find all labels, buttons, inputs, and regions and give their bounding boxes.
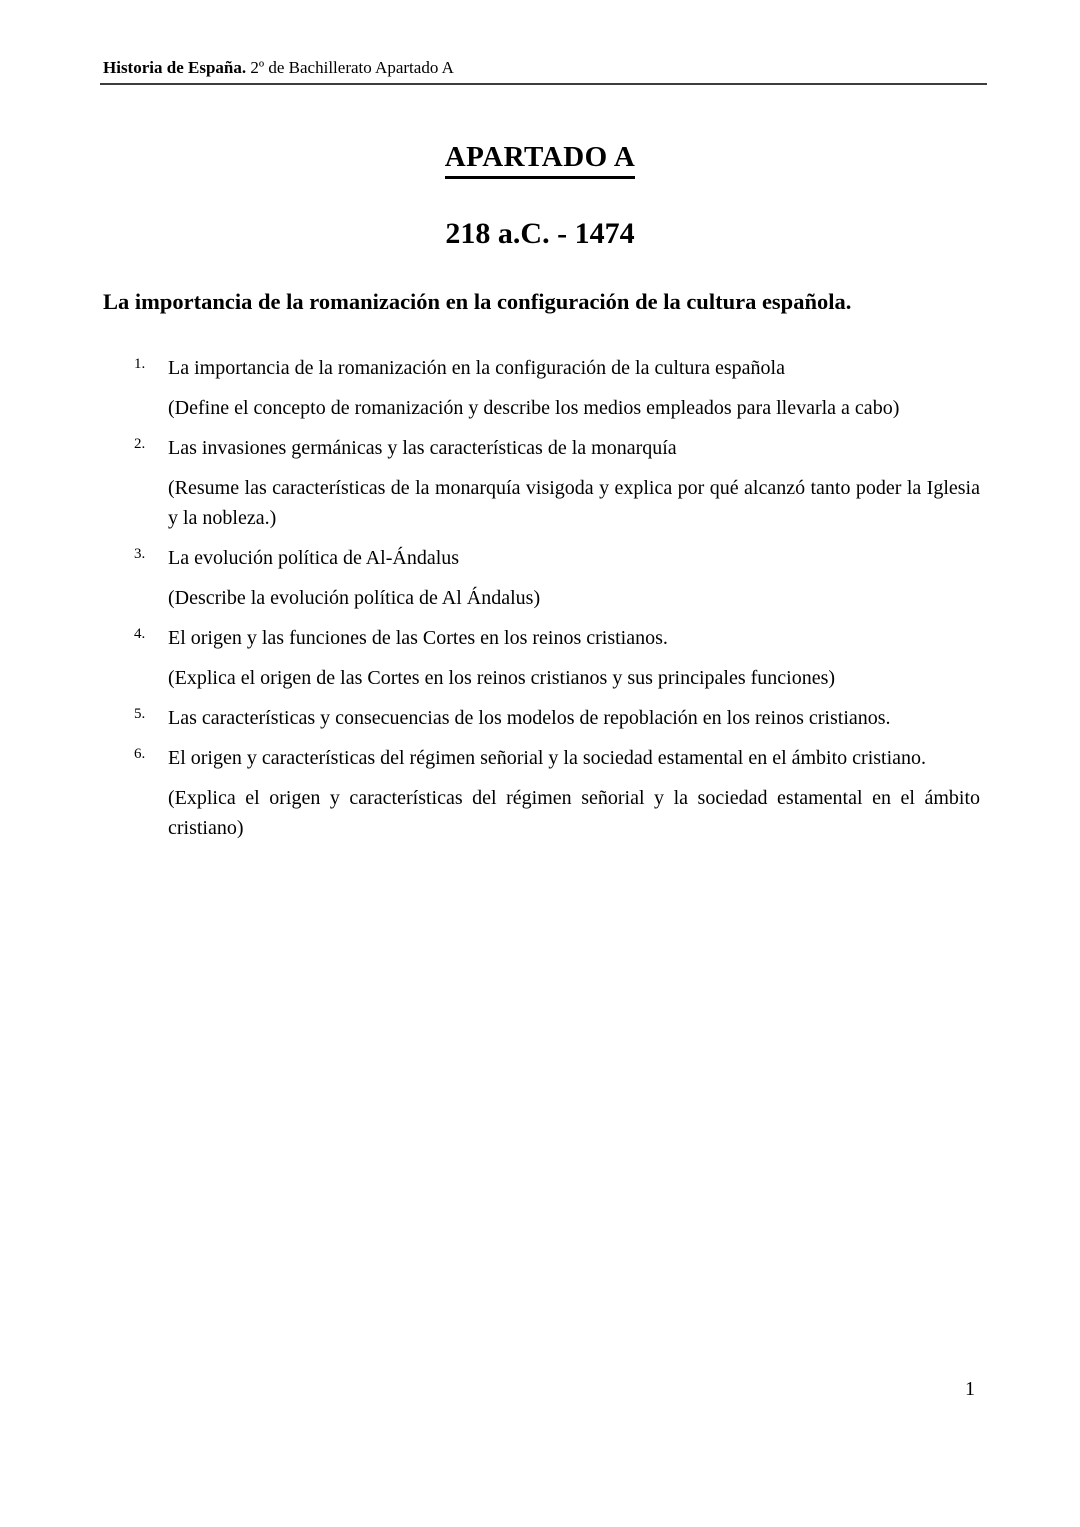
header-course-title: Historia de España. <box>103 58 247 77</box>
item-note: (Describe la evolución política de Al Ándalus) <box>168 587 541 609</box>
page-header <box>100 58 987 85</box>
main-title-wrap <box>0 141 1080 179</box>
item-title: El origen y características del régimen señorial y la sociedad estamental en el ámbito cristiano. <box>168 747 927 769</box>
list-item <box>134 743 980 843</box>
list-item <box>134 543 980 613</box>
list-item <box>134 623 980 693</box>
item-title: La evolución política de Al-Ándalus <box>168 547 460 569</box>
item-number: 6. <box>134 746 146 762</box>
list-item <box>134 433 980 533</box>
item-note: (Explica el origen de las Cortes en los reinos cristianos y sus principales funciones) <box>168 667 836 689</box>
header-course-subtitle: 2º de Bachillerato Apartado A <box>246 58 454 77</box>
date-range-subtitle: 218 a.C. - 1474 <box>445 217 635 250</box>
list-item <box>134 703 980 733</box>
item-title: El origen y las funciones de las Cortes en los reinos cristianos. <box>168 627 668 649</box>
item-title: La importancia de la romanización en la configuración de la cultura española <box>168 357 785 379</box>
item-title: Las invasiones germánicas y las características de la monarquía <box>168 437 677 459</box>
item-number: 3. <box>134 546 146 562</box>
item-number: 2. <box>134 436 146 452</box>
item-note: (Define el concepto de romanización y describe los medios empleados para llevarla a cabo) <box>168 397 900 419</box>
topic-list <box>134 353 980 853</box>
page-number: 1 <box>965 1378 975 1400</box>
item-title: Las características y consecuencias de los modelos de repoblación en los reinos cristianos. <box>168 707 891 729</box>
item-number: 4. <box>134 626 146 642</box>
item-note: (Explica el origen y características del régimen señorial y la sociedad estamental en el ámbito cristiano) <box>168 787 980 839</box>
list-item <box>134 353 980 423</box>
item-note: (Resume las características de la monarquía visigoda y explica por qué alcanzó tanto poder la Iglesia y la nobleza.) <box>168 477 980 529</box>
main-title: APARTADO A <box>445 141 636 179</box>
item-number: 1. <box>134 356 146 372</box>
section-heading: La importancia de la romanización en la configuración de la cultura española. <box>103 289 852 314</box>
item-number: 5. <box>134 706 146 722</box>
